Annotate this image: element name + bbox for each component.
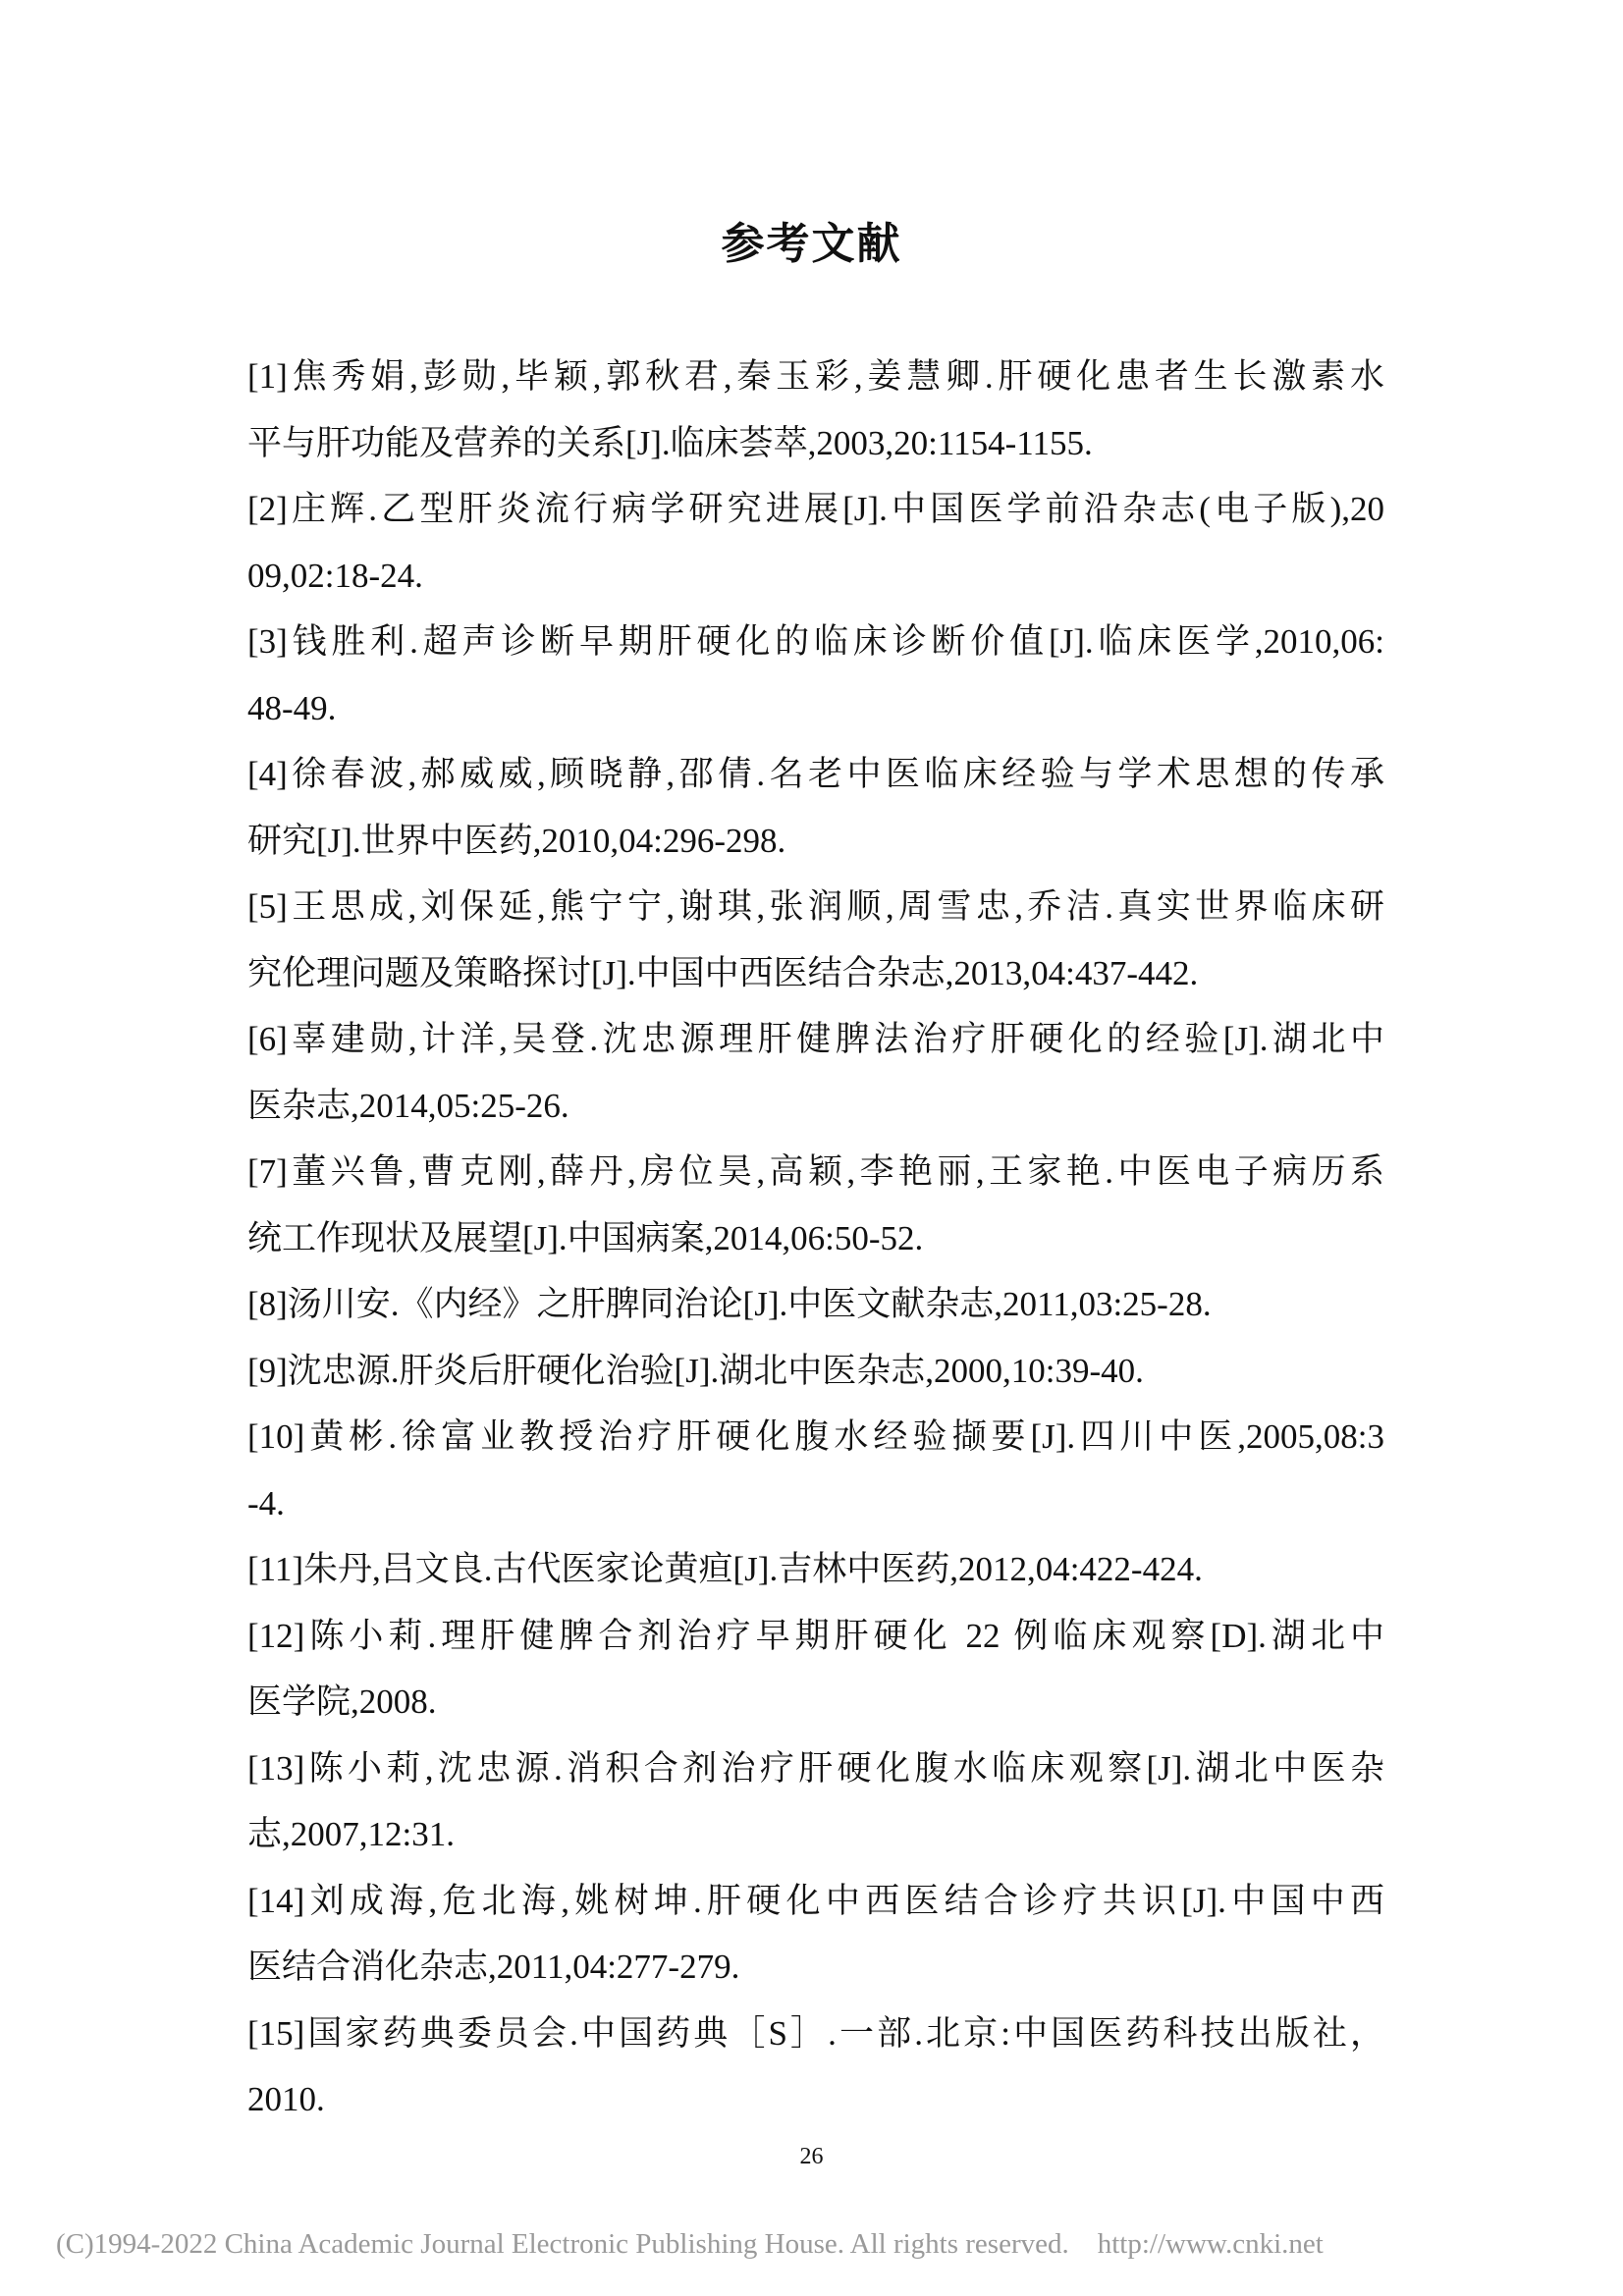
reference-item xyxy=(247,1735,1384,1868)
reference-item xyxy=(247,476,1384,609)
reference-line: [10]黄彬.徐富业教授治疗肝硬化腹水经验撷要[J].四川中医,2005,08:3 xyxy=(247,1417,1384,1456)
reference-item xyxy=(247,741,1384,874)
reference-line: [5]王思成,刘保延,熊宁宁,谢琪,张润顺,周雪忠,乔洁.真实世界临床研 xyxy=(247,887,1384,926)
reference-item xyxy=(247,1404,1384,1536)
reference-item xyxy=(247,609,1384,741)
reference-line: 2010. xyxy=(247,2080,325,2118)
reference-item xyxy=(247,874,1384,1006)
reference-line: 研究[J].世界中医药,2010,04:296-298. xyxy=(247,821,786,860)
reference-line: [2]庄辉.乙型肝炎流行病学研究进展[J].中国医学前沿杂志(电子版),20 xyxy=(247,490,1384,528)
reference-line: [13]陈小莉,沈忠源.消积合剂治疗肝硬化腹水临床观察[J].湖北中医杂 xyxy=(247,1748,1384,1788)
reference-line: 医结合消化杂志,2011,04:277-279. xyxy=(247,1948,740,1986)
reference-line: [1]焦秀娟,彭勋,毕颖,郭秋君,秦玉彩,姜慧卿.肝硬化患者生长激素水 xyxy=(247,357,1384,396)
reference-line: [6]辜建勋,计洋,吴登.沈忠源理肝健脾法治疗肝硬化的经验[J].湖北中 xyxy=(247,1020,1384,1058)
reference-line: [4]徐春波,郝威威,顾晓静,邵倩.名老中医临床经验与学术思想的传承 xyxy=(247,755,1384,793)
reference-list xyxy=(247,344,1384,2133)
reference-item xyxy=(247,344,1384,476)
reference-line: [9]沈忠源.肝炎后肝硬化治验[J].湖北中医杂志,2000,10:39-40. xyxy=(247,1351,1144,1390)
reference-item xyxy=(247,2001,1384,2133)
reference-line: 医杂志,2014,05:25-26. xyxy=(247,1086,569,1125)
reference-line: [3]钱胜利.超声诊断早期肝硬化的临床诊断价值[J].临床医学,2010,06: xyxy=(247,622,1384,661)
reference-line: 志,2007,12:31. xyxy=(247,1815,455,1853)
reference-line: 统工作现状及展望[J].中国病案,2014,06:50-52. xyxy=(247,1218,924,1257)
page-title: 参考文献 xyxy=(721,220,902,268)
reference-line: 09,02:18-24. xyxy=(247,556,423,595)
reference-line: [11]朱丹,吕文良.古代医家论黄疸[J].吉林中医药,2012,04:422-424. xyxy=(247,1550,1203,1588)
reference-line: [15]国家药典委员会.中国药典［S］.一部.北京:中国医药科技出版社， xyxy=(247,2013,1384,2053)
reference-item xyxy=(247,1139,1384,1271)
reference-item xyxy=(247,1536,1384,1603)
copyright-footer: (C)1994-2022 China Academic Journal Electronic Publishing House. All rights reserved. http://www.cnki.net xyxy=(56,2228,1324,2260)
reference-item xyxy=(247,1603,1384,1735)
reference-line: -4. xyxy=(247,1483,285,1522)
reference-line: [14]刘成海,危北海,姚树坤.肝硬化中西医结合诊疗共识[J].中国中西 xyxy=(247,1881,1384,1920)
reference-line: [12]陈小莉.理肝健脾合剂治疗早期肝硬化 22 例临床观察[D].湖北中 xyxy=(247,1616,1384,1655)
reference-item xyxy=(247,1868,1384,2001)
page-number: 26 xyxy=(799,2144,824,2169)
reference-line: 平与肝功能及营养的关系[J].临床荟萃,2003,20:1154-1155. xyxy=(247,423,1093,462)
reference-line: [8]汤川安.《内经》之肝脾同治论[J].中医文献杂志,2011,03:25-28. xyxy=(247,1285,1212,1323)
reference-item xyxy=(247,1338,1384,1405)
reference-line: 究伦理问题及策略探讨[J].中国中西医结合杂志,2013,04:437-442. xyxy=(247,953,1199,992)
reference-line: [7]董兴鲁,曹克刚,薛丹,房位昊,高颖,李艳丽,王家艳.中医电子病历系 xyxy=(247,1152,1384,1191)
reference-item xyxy=(247,1271,1384,1338)
reference-line: 医学院,2008. xyxy=(247,1682,437,1721)
reference-item xyxy=(247,1006,1384,1139)
reference-line: 48-49. xyxy=(247,688,337,727)
